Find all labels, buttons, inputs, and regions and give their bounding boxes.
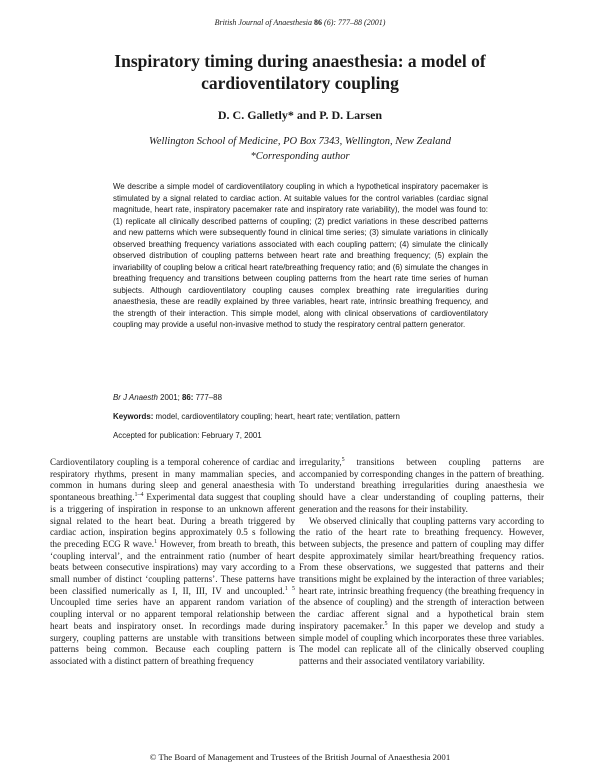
abstract: We describe a simple model of cardioventilatory coupling in which a hypothetical inspiratory pacemaker is stimulated by a signal related to cardiac action. At suitable values for the control variables (cardiac signal magnitude, heart rate, inspiratory pacemaker rate and inspiratory rate variability), the model was found to: (1) replicate all clinically described patterns of coupling; (2) predict variations in these described patterns and new patterns which were subsequently found in clinical time series; (3) simulate variations in clinically observed breathing frequency variations associated with each coupling pattern; (4) simulate the clinically observed distribution of coupling patterns between heart rate and breathing frequency; (5) explain the invariability of coupling below a critical heart rate/breathing frequency ratio; and (6) simulate the changes in breathing frequency and transitions between coupling patterns from the heart rate time series of human subjects. Although cardioventilatory coupling causes complex breathing rate irregularities during anaesthesia, these are readily explained by three variables, heart rate, intrinsic breathing frequency, and the strength of their interaction. This simple model, along with clinical observations of cardioventilatory coupling may provide a useful non-invasive method to study the respiratory central pattern generator. [113,182,488,329]
body-text: Uncoupled time series have an apparent random variation of coupling interval or no apparent temporal relationship between heart beats and inspiratory onset. In recordings made during surgery, coupling patterns are unstable with transitions between patterns being common. Because each coupling pattern is associated with a distinct pattern of breathing frequency [50,597,295,666]
reference-marker: 5 [384,620,388,627]
running-head [0,18,600,27]
body-paragraph [50,457,295,668]
accepted-date: Accepted for publication: February 7, 2001 [113,431,262,440]
issue-pages: (6): 777–88 (2001) [324,18,386,27]
citation-journal: Br J Anaesth [113,393,158,402]
body-text: transitions between coupling patterns are accompanied by corresponding changes in the pattern of breathing. To understand breathing irregularities during anaesthesia we should have a clear understanding of coupling patterns, their generation and the reasons for their instability. [299,457,544,514]
body-column-right [299,457,544,668]
volume-number: 86 [314,18,323,27]
affiliation: Wellington School of Medicine, PO Box 7343, Wellington, New Zealand [149,136,451,147]
copyright-footer: © The Board of Management and Trustees of the British Journal of Anaesthesia 2001 [149,752,451,762]
authors: D. C. Galletly* and P. D. Larsen [217,108,383,122]
reference-marker: 1 [154,538,158,545]
citation [113,393,222,402]
keywords-label: Keywords: [113,412,154,421]
citation-pages: 777–88 [193,393,222,402]
body-column-left [50,457,295,668]
body-paragraph [299,516,544,668]
body-text: However, from breath to breath, this ‘coupling interval’, and the entrainment ratio (number of heart beats between consecutive inspirations) may vary according to a small number of distinct ‘coupling patterns’. These patterns have been classified numerically as I, II, III, IV and uncoupled. [50,538,295,596]
keywords-text: model, cardioventilatory coupling; heart, heart rate; ventilation, pattern [153,412,400,421]
corresponding-author-note: *Corresponding author [250,151,350,162]
reference-marker: 1–4 [134,492,144,499]
body-text: In this paper we develop and study a simple model of coupling which incorporates these three variables. The model can replicate all of the clinically observed coupling patterns and their associated ventilatory variability. [299,620,544,666]
reference-marker: 1 5 [284,585,295,592]
keywords [113,412,488,421]
body-text: Experimental data suggest that coupling is a triggering of inspiration in response to an unknown afferent signal related to the heart beat. During a breath triggered by cardiac action, inspiration begins approximately 0.5 s following the preceding ECG R wave. [50,492,295,549]
body-text: Cardioventilatory coupling is a temporal coherence of cardiac and respiratory rhythms, present in many mammalian species, and common in humans during sleep and general anaesthesia with spontaneous breathing. [50,457,295,503]
body-paragraph [299,457,544,516]
reference-marker: 5 [341,456,345,463]
journal-name: British Journal of Anaesthesia [214,18,313,27]
body-text: We observed clinically that coupling patterns vary according to the ratio of the heart rate to breathing frequency. However, between subjects, the presence and pattern of coupling may differ despite approximately similar heart/breathing frequency ratios. From these observations, we suggested that patterns and their transitions might be explained by the interaction of three variables; heart rate, intrinsic breathing frequency (the breathing frequency in the absence of coupling) and the strength of interaction between the cardiac afferent signal and a hypothetical brain stem inspiratory pacemaker. [299,515,544,631]
citation-year: 2001; [157,393,183,402]
body-text: irregularity, [299,457,342,467]
article-title: Inspiratory timing during anaesthesia: a model of cardioventilatory coupling [114,51,486,93]
citation-volume: 86: [182,393,194,402]
